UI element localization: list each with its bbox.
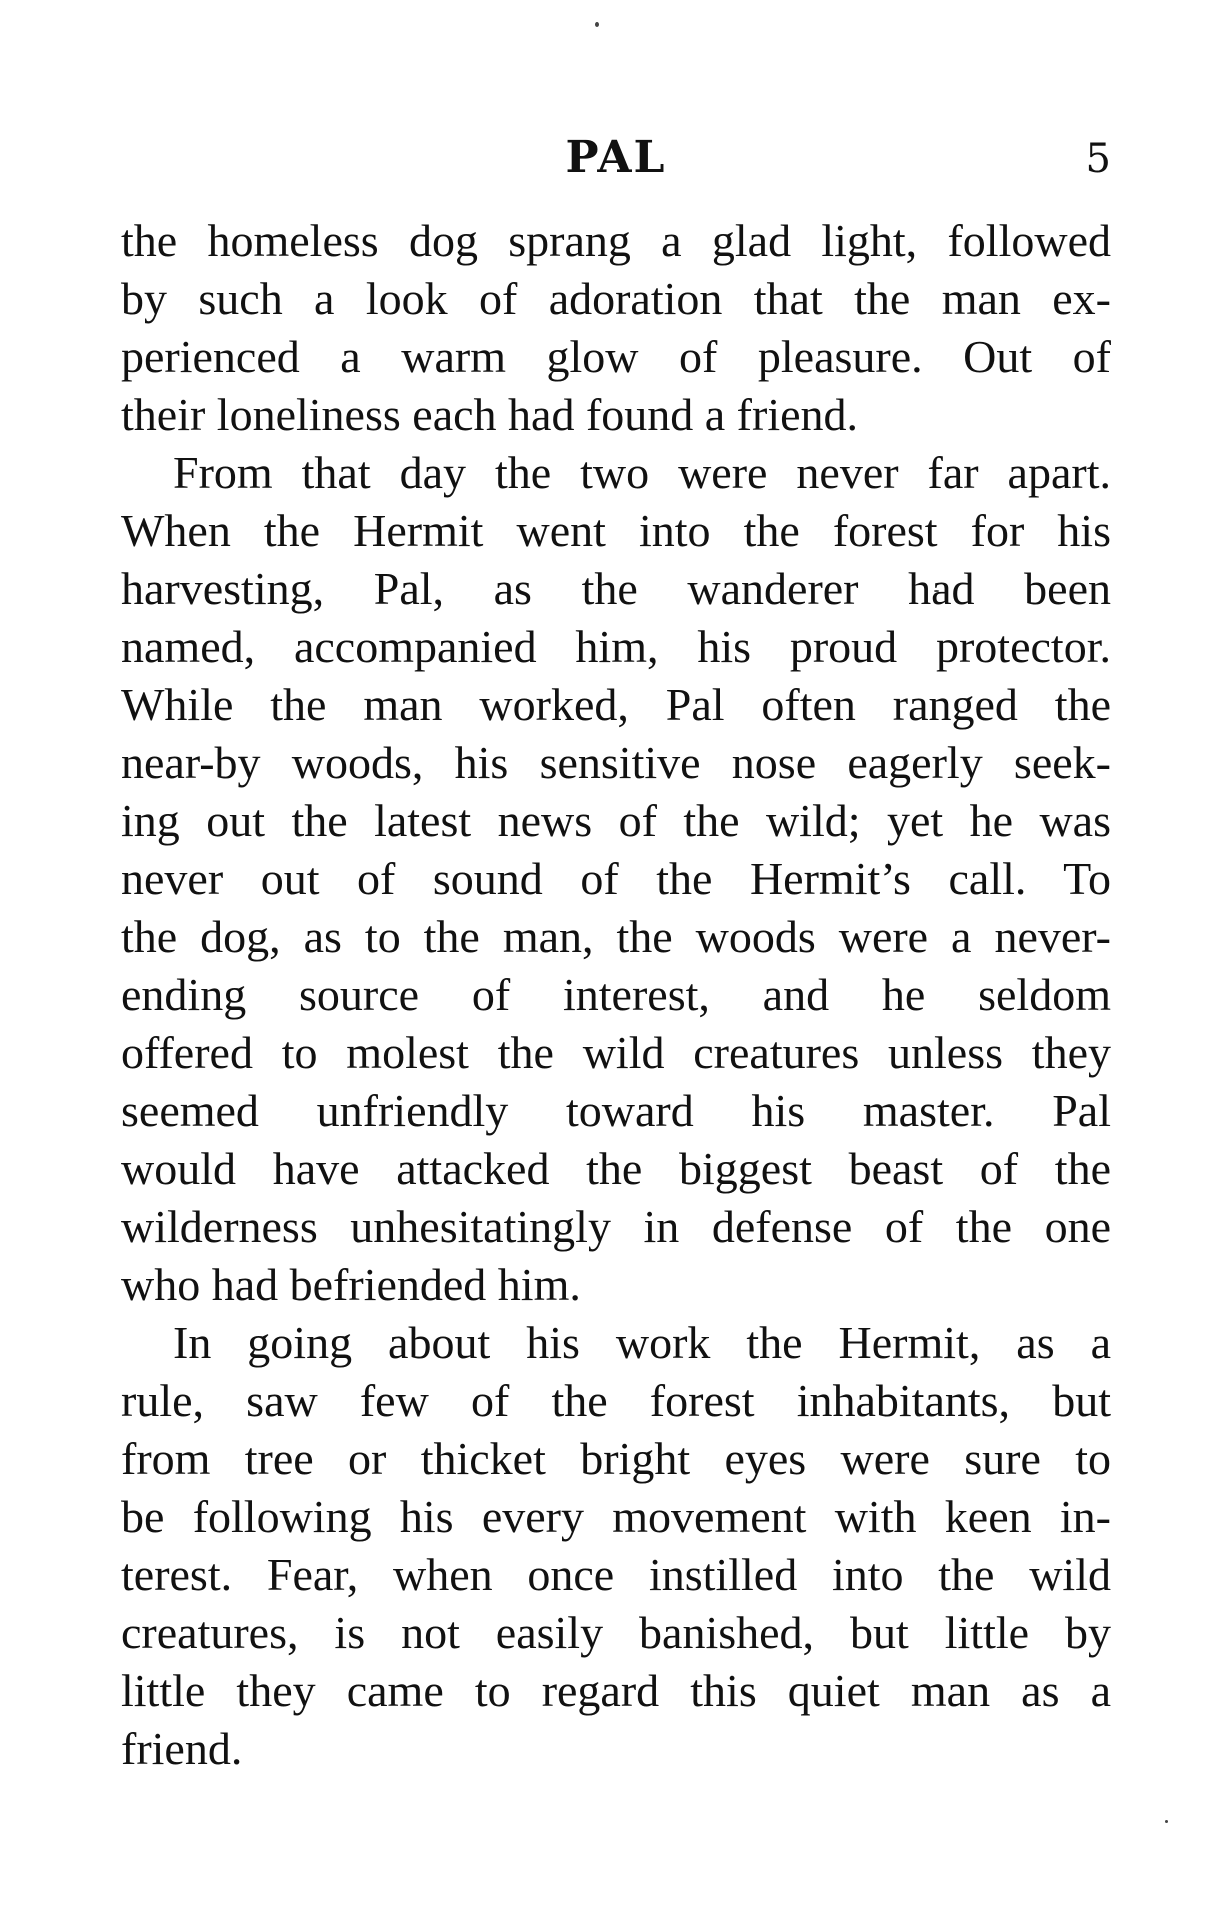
- text-line: would have attacked the biggest beast of the: [121, 1143, 1111, 1194]
- text-line: little they came to regard this quiet man as a: [121, 1665, 1111, 1716]
- text-line: wilderness unhesitatingly in defense of the one: [121, 1201, 1111, 1252]
- print-speck: [595, 22, 599, 27]
- text-line: In going about his work the Hermit, as a: [173, 1317, 1111, 1368]
- text-line: named, accompanied him, his proud protector.: [121, 621, 1111, 672]
- text-line: the homeless dog sprang a glad light, followed: [121, 215, 1111, 266]
- text-line: terest. Fear, when once instilled into the wild: [121, 1549, 1111, 1600]
- text-line: be following his every movement with keen in-: [121, 1491, 1111, 1542]
- text-line: never out of sound of the Hermit’s call. To: [121, 853, 1111, 904]
- text-line: seemed unfriendly toward his master. Pal: [121, 1085, 1111, 1136]
- text-line: creatures, is not easily banished, but little by: [121, 1607, 1111, 1658]
- text-line: When the Hermit went into the forest for his: [121, 505, 1111, 556]
- text-line: perienced a warm glow of pleasure. Out of: [121, 331, 1111, 382]
- page-number: 5: [1085, 136, 1111, 182]
- text-line: from tree or thicket bright eyes were sure to: [121, 1433, 1111, 1484]
- text-line: who had befriended him.: [121, 1259, 581, 1310]
- print-speck: [1165, 1820, 1168, 1823]
- text-line: the dog, as to the man, the woods were a never-: [121, 911, 1111, 962]
- paragraph: [121, 1314, 1111, 1778]
- text-line: by such a look of adoration that the man ex-: [121, 273, 1111, 324]
- paragraph: [121, 444, 1111, 1314]
- text-line: their loneliness each had found a friend.: [121, 389, 859, 440]
- body-text: [121, 212, 1111, 1778]
- paragraph: [121, 212, 1111, 444]
- text-line: near-by woods, his sensitive nose eagerly seek-: [121, 737, 1111, 788]
- text-line: From that day the two were never far apart.: [173, 447, 1111, 498]
- text-line: harvesting, Pal, as the wanderer had been: [121, 563, 1111, 614]
- text-line: ing out the latest news of the wild; yet he was: [121, 795, 1111, 846]
- text-line: rule, saw few of the forest inhabitants, but: [121, 1375, 1111, 1426]
- text-line: offered to molest the wild creatures unless they: [121, 1027, 1111, 1078]
- running-title: PAL: [565, 132, 667, 183]
- text-line: ending source of interest, and he seldom: [121, 969, 1111, 1020]
- text-line: friend.: [121, 1723, 243, 1774]
- text-line: While the man worked, Pal often ranged the: [121, 679, 1111, 730]
- running-head: [121, 132, 1111, 192]
